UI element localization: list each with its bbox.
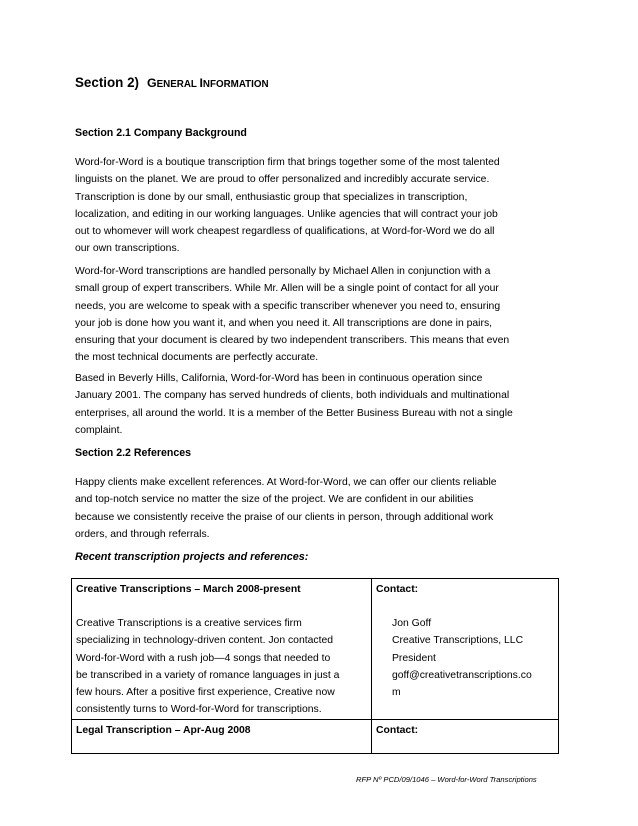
recent-projects-heading: Recent transcription projects and references:: [75, 551, 309, 563]
company-background-heading-block: [75, 125, 247, 142]
paragraph-line: small group of expert transcribers. While Mr. Allen will be a single point of contact for all your: [75, 283, 499, 295]
section-title-part: ENERAL: [156, 79, 200, 90]
project-cell: [72, 720, 372, 754]
paragraph-line: Based in Beverly Hills, California, Word-for-Word has been in continuous operation since: [75, 373, 483, 384]
paragraph-line: out to whomever will work cheapest regardless of qualifications, at Word-for-Word we do all: [75, 226, 495, 238]
paragraph-line: ensuring that your document is cleared by two independent transcribers. This means that even: [75, 335, 510, 347]
contact-label: Contact:: [376, 725, 419, 737]
contact-name: Jon Goff: [392, 618, 432, 630]
company-background-paragraph-2: [75, 263, 509, 367]
project-cell: [72, 579, 372, 720]
paragraph-line: January 2001. The company has served hundreds of clients, both individuals and multinational: [75, 390, 510, 402]
section-title-part: G: [147, 76, 157, 90]
description-line: Word-for-Word with a rush job—4 songs that needed to: [76, 652, 331, 664]
paragraph-line: Transcription is done by our small, enthusiastic group that specializes in transcription,: [75, 191, 468, 203]
references-heading: Section 2.2 References: [75, 447, 191, 459]
contact-label: Contact:: [376, 584, 419, 595]
contact-title: President: [392, 652, 436, 664]
project-title: Legal Transcription – Apr-Aug 2008: [76, 725, 251, 737]
contact-email: goff@creativetranscriptions.co: [392, 669, 532, 681]
description-line: few hours. After a positive first experience, Creative now: [76, 687, 335, 699]
references-paragraph: [75, 474, 497, 543]
paragraph-line: and top-notch service no matter the size of the project. We are confident in our abilities: [75, 494, 474, 506]
table-row: [72, 579, 559, 720]
paragraph-line: because we consistently receive the praise of our clients in person, through additional work: [75, 511, 494, 523]
company-background-paragraph-1: [75, 154, 500, 258]
contact-cell: [372, 720, 559, 754]
contact-company: Creative Transcriptions, LLC: [392, 635, 524, 647]
paragraph-line: needs, you are welcome to speak with a specific transcriber whenever you need to, ensuring: [75, 300, 501, 312]
paragraph-line: complaint.: [75, 424, 123, 436]
description-line: be transcribed in a variety of romance languages in just a: [76, 669, 340, 681]
description-line: consistently turns to Word-for-Word for transcriptions.: [76, 704, 322, 716]
section-title-part: NFORMATION: [202, 79, 269, 90]
description-line: specializing in technology-driven content. Jon contacted: [76, 635, 334, 647]
paragraph-line: Word-for-Word transcriptions are handled personally by Michael Allen in conjunction with a: [75, 266, 491, 277]
paragraph-line: Happy clients make excellent references. At Word-for-Word, we can offer our clients reliable: [75, 477, 497, 488]
company-background-paragraph-3: [75, 370, 513, 439]
contact-cell: [372, 579, 559, 720]
paragraph-line: your job is done how you want it, and when you need it. All transcriptions are done in pairs,: [75, 317, 493, 329]
paragraph-line: Word-for-Word is a boutique transcription firm that brings together some of the most talented: [75, 157, 500, 168]
section-number: Section 2): [75, 75, 139, 90]
project-title: Creative Transcriptions – March 2008-present: [76, 584, 301, 595]
contact-email-continued: m: [392, 687, 401, 699]
paragraph-line: linguists on the planet. We are proud to offer personalized and incredibly accurate service.: [75, 174, 490, 186]
paragraph-line: the most technical documents are perfectly accurate.: [75, 352, 319, 364]
paragraph-line: orders, and through referrals.: [75, 528, 210, 540]
contact-details: [376, 615, 555, 701]
section-heading: [75, 74, 269, 94]
section-title-part: I: [199, 76, 203, 90]
description-line: Creative Transcriptions is a creative services firm: [76, 618, 302, 630]
paragraph-line: localization, and editing in our working languages. Unlike agencies that will contract your job: [75, 208, 498, 220]
page-footer: RFP Nº PCD/09/1046 – Word-for-Word Transcriptions: [356, 775, 537, 784]
recent-projects-heading-block: [75, 549, 308, 566]
references-table: [71, 578, 559, 754]
company-background-heading: Section 2.1 Company Background: [75, 127, 247, 139]
paragraph-line: our own transcriptions.: [75, 243, 180, 255]
references-heading-block: [75, 445, 191, 462]
table-row: [72, 720, 559, 754]
paragraph-line: enterprises, all around the world. It is a member of the Better Business Bureau with not a single: [75, 407, 513, 419]
